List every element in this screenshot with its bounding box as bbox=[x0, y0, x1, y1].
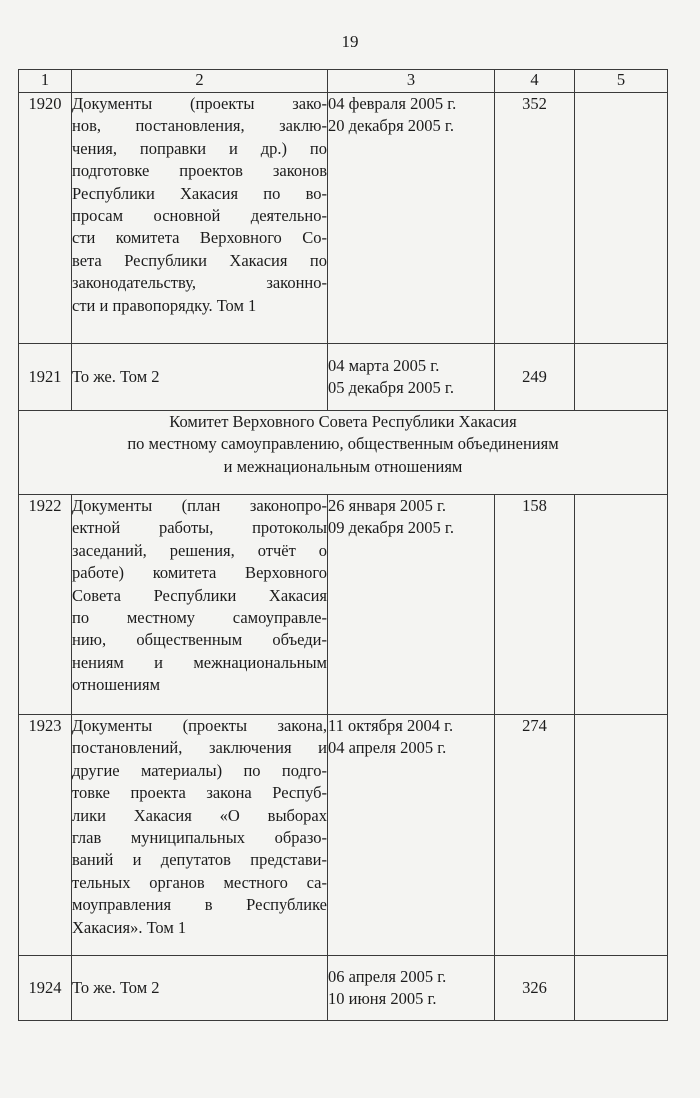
date-to: 20 декабря 2005 г. bbox=[328, 116, 454, 136]
description-line: ектной работы, протоколы bbox=[72, 518, 327, 538]
file-dates bbox=[328, 495, 495, 715]
file-number: 1924 bbox=[19, 956, 72, 1021]
file-description bbox=[72, 93, 328, 344]
date-to: 05 декабря 2005 г. bbox=[328, 378, 454, 397]
description-line: заседаний, решения, отчёт о bbox=[72, 540, 327, 560]
file-dates bbox=[328, 344, 495, 411]
file-description bbox=[72, 956, 328, 1021]
column-header-5: 5 bbox=[575, 70, 668, 93]
table-row bbox=[19, 495, 668, 715]
file-description bbox=[72, 344, 328, 411]
description-line: отношениям bbox=[72, 675, 161, 695]
sheet-count: 249 bbox=[495, 344, 575, 411]
description-line: То же. Том 2 bbox=[72, 366, 160, 386]
description-line: работе) комитета Верховного bbox=[72, 563, 327, 583]
notes-cell bbox=[575, 715, 668, 956]
column-header-2: 2 bbox=[72, 70, 328, 93]
description-line: Документы (проекты закона, bbox=[72, 716, 327, 735]
description-line: чения, поправки и др.) по bbox=[72, 138, 327, 158]
notes-cell bbox=[575, 93, 668, 344]
date-to: 10 июня 2005 г. bbox=[328, 989, 437, 1008]
date-to: 04 апреля 2005 г. bbox=[328, 738, 447, 758]
description-line: по местному самоуправле- bbox=[72, 608, 327, 628]
column-header-1: 1 bbox=[19, 70, 72, 93]
file-dates bbox=[328, 715, 495, 956]
file-description bbox=[72, 715, 328, 956]
table-row bbox=[19, 715, 668, 956]
table-row bbox=[19, 93, 668, 344]
file-number: 1922 bbox=[19, 495, 72, 715]
file-number: 1921 bbox=[19, 344, 72, 411]
notes-cell bbox=[575, 956, 668, 1021]
file-description bbox=[72, 495, 328, 715]
description-line: Документы (проекты зако- bbox=[72, 94, 327, 113]
description-line: сти и правопорядку. Том 1 bbox=[72, 295, 257, 315]
table-row bbox=[19, 956, 668, 1021]
date-from: 06 апреля 2005 г. bbox=[328, 966, 447, 986]
description-line: моуправления в Республике bbox=[72, 895, 327, 915]
description-line: Документы (план законопро- bbox=[72, 496, 327, 515]
sheet-count: 274 bbox=[495, 715, 575, 956]
section-heading-line: по местному самоуправлению, общественным объединениям bbox=[127, 434, 559, 454]
column-header-4: 4 bbox=[495, 70, 575, 93]
description-line: законодательству, законно- bbox=[72, 273, 327, 293]
archive-inventory-table bbox=[18, 69, 668, 1021]
description-line: ваний и депутатов представи- bbox=[72, 850, 327, 870]
file-dates bbox=[328, 93, 495, 344]
date-from: 26 января 2005 г. bbox=[328, 496, 447, 515]
column-number-row bbox=[19, 70, 668, 93]
notes-cell bbox=[575, 495, 668, 715]
description-line: сти комитета Верховного Со- bbox=[72, 228, 327, 248]
description-line: нениям и межнациональным bbox=[72, 652, 327, 672]
file-number: 1923 bbox=[19, 715, 72, 956]
section-heading-line: Комитет Верховного Совета Республики Хакасия bbox=[169, 412, 517, 431]
description-line: нию, общественным объеди- bbox=[72, 630, 327, 650]
description-line: То же. Том 2 bbox=[72, 977, 160, 997]
description-line: просам основной деятельно- bbox=[72, 206, 327, 226]
date-from: 04 марта 2005 г. bbox=[328, 355, 440, 375]
description-line: товке проекта закона Респуб- bbox=[72, 783, 327, 803]
column-header-3: 3 bbox=[328, 70, 495, 93]
page-number: 19 bbox=[341, 32, 359, 51]
description-line: тельных органов местного са- bbox=[72, 872, 327, 892]
sheet-count: 352 bbox=[495, 93, 575, 344]
date-from: 04 февраля 2005 г. bbox=[328, 94, 457, 113]
description-line: постановлений, заключения и bbox=[72, 738, 327, 758]
description-line: нов, постановления, заклю- bbox=[72, 116, 327, 136]
section-heading bbox=[19, 411, 668, 495]
section-heading-row bbox=[19, 411, 668, 495]
description-line: Республики Хакасия по во- bbox=[72, 183, 327, 203]
description-line: Совета Республики Хакасия bbox=[72, 585, 327, 605]
description-line: Хакасия». Том 1 bbox=[72, 917, 187, 937]
date-to: 09 декабря 2005 г. bbox=[328, 518, 454, 538]
description-line: другие материалы) по подго- bbox=[72, 760, 327, 780]
description-line: лики Хакасия «О выборах bbox=[72, 805, 327, 825]
date-from: 11 октября 2004 г. bbox=[328, 716, 454, 735]
description-line: глав муниципальных образо- bbox=[72, 828, 327, 848]
file-dates bbox=[328, 956, 495, 1021]
description-line: вета Республики Хакасия по bbox=[72, 250, 327, 270]
notes-cell bbox=[575, 344, 668, 411]
sheet-count: 326 bbox=[495, 956, 575, 1021]
table-row bbox=[19, 344, 668, 411]
sheet-count: 158 bbox=[495, 495, 575, 715]
file-number: 1920 bbox=[19, 93, 72, 344]
description-line: подготовке проектов законов bbox=[72, 161, 327, 181]
section-heading-line: и межнациональным отношениям bbox=[223, 456, 463, 476]
